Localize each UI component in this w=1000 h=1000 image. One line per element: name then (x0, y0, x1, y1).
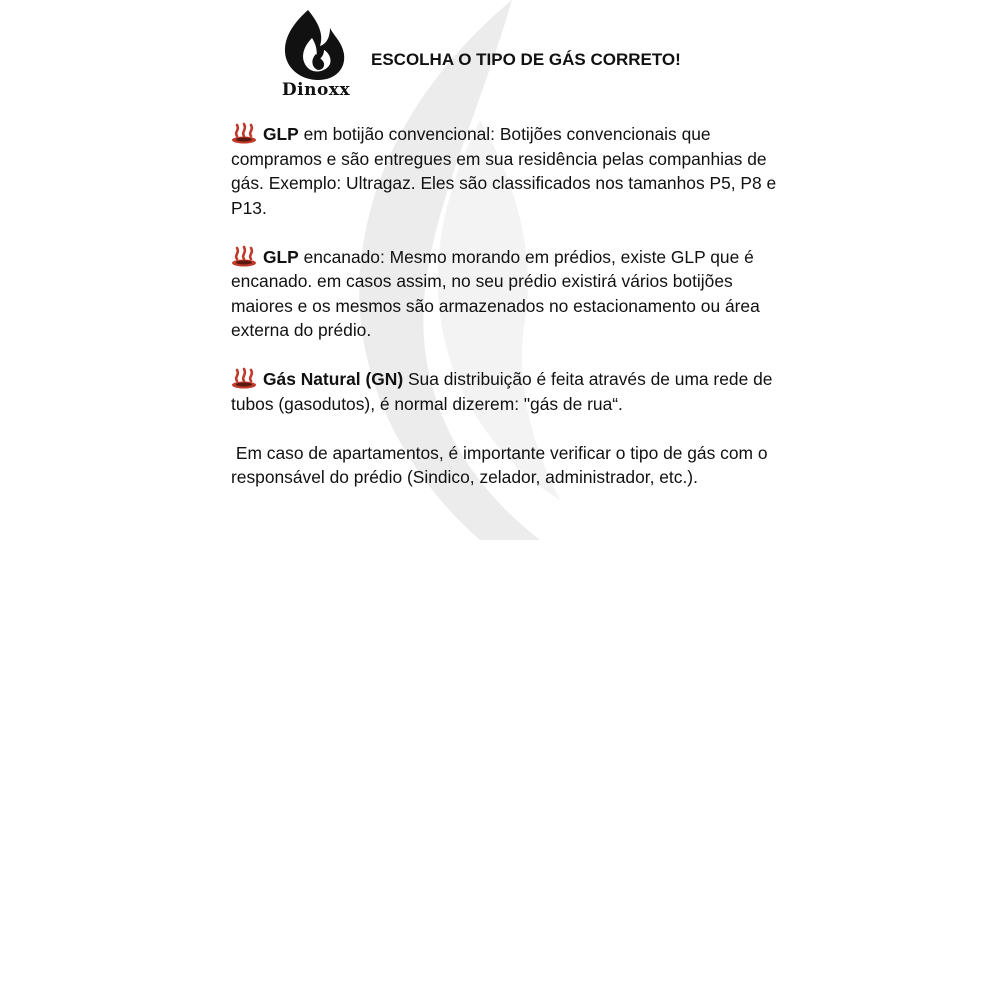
hot-springs-icon (231, 245, 257, 267)
section-text: encanado: Mesmo morando em prédios, existe GLP que é encanado. em casos assim, no seu prédio existirá vários botijões maiores e os mesmos são armazenados no estacionamento ou área externa do prédio. (231, 246, 760, 340)
term-glp: GLP (263, 124, 299, 144)
logo-text: Dinoxx (281, 80, 351, 100)
page-title: ESCOLHA O TIPO DE GÁS CORRETO! (371, 50, 681, 69)
hot-springs-icon (231, 367, 257, 389)
flame-logo-icon (278, 8, 354, 82)
term-glp: GLP (263, 246, 299, 267)
section-gas-natural (231, 367, 791, 416)
apartment-note: Em caso de apartamentos, é importante verificar o tipo de gás com o responsável do prédio (Sindico, zelador, administrador, etc.). (231, 442, 773, 487)
section-glp-encanado (231, 245, 791, 343)
document-body (231, 122, 791, 514)
term-gas-natural: Gás Natural (GN) (263, 369, 404, 389)
brand-logo (278, 8, 354, 102)
section-text: Sua distribuição é feita através de uma rede de tubos (gasodutos), é normal dizerem: "gás de rua“. (231, 369, 773, 414)
hot-springs-icon (231, 122, 257, 144)
section-glp-convencional (231, 122, 791, 220)
section-text: em botijão convencional: Botijões convencionais que compramos e são entregues em sua residência pelas companhias de gás. Exemplo: Ultragaz. Eles são classificados nos tamanhos P5, P8 e P13. (231, 124, 777, 218)
